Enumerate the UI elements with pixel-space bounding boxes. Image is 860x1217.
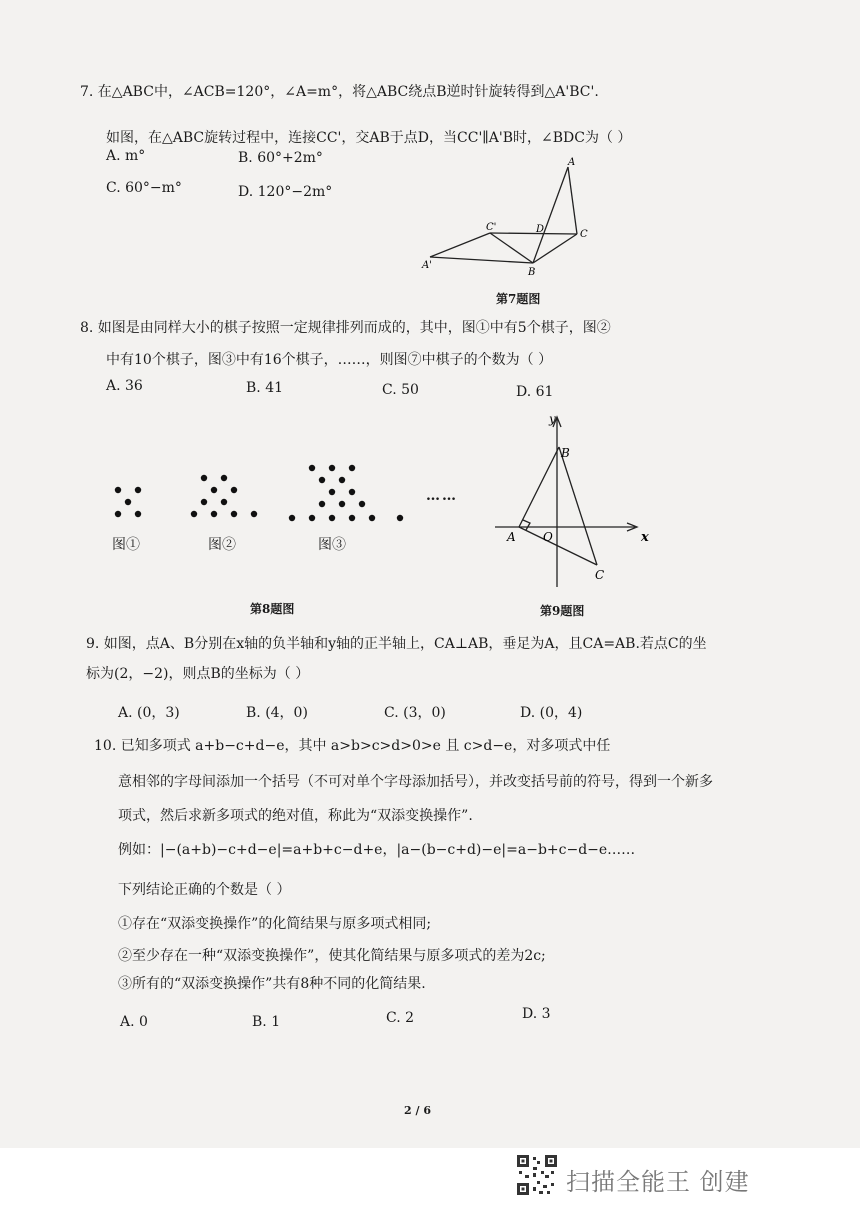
q8-fig1-label: 图① bbox=[112, 537, 140, 553]
segment-ApB bbox=[430, 257, 533, 263]
q7-option-b: B. 60°+2m° bbox=[238, 150, 323, 166]
q9-option-a: A. (0，3) bbox=[118, 705, 180, 721]
segment-AB bbox=[533, 167, 568, 263]
segment-ApCp bbox=[430, 233, 490, 257]
q9-option-d: D. (0，4) bbox=[520, 705, 583, 721]
segment-CB bbox=[533, 234, 577, 263]
label-x: x bbox=[641, 530, 649, 545]
segment-AC bbox=[568, 167, 577, 234]
q7-stem-line1: 7. 在△ABC中，∠ACB=120°，∠A=m°，将△ABC绕点B逆时针旋转得到△A'BC'. bbox=[80, 84, 599, 100]
q10-statement-1: ①存在“双添变换操作”的化简结果与原多项式相同; bbox=[118, 916, 432, 932]
q8-option-d: D. 61 bbox=[516, 384, 554, 400]
q10-option-b: B. 1 bbox=[252, 1014, 281, 1030]
label-Cprime: C' bbox=[486, 222, 497, 233]
q8-option-b: B. 41 bbox=[246, 380, 284, 396]
q10-statement-3: ③所有的“双添变换操作”共有8种不同的化简结果. bbox=[118, 976, 426, 992]
segment-CpB bbox=[490, 233, 533, 263]
q9-stem-line1: 9. 如图，点A、B分别在x轴的负半轴和y轴的正半轴上，CA⊥AB，垂足为A，且CA=AB.若点C的坐 bbox=[86, 636, 707, 652]
q7-option-c: C. 60°−m° bbox=[106, 180, 182, 196]
q8-option-c: C. 50 bbox=[382, 382, 419, 398]
q10-stem-line1: 10. 已知多项式 a+b−c+d−e，其中 a>b>c>d>0>e 且 c>d−e，对多项式中任 bbox=[94, 738, 611, 754]
q7-option-d: D. 120°−2m° bbox=[238, 184, 333, 200]
segment-AC bbox=[519, 527, 597, 565]
label-A: A bbox=[568, 157, 576, 168]
label-B: B bbox=[528, 267, 536, 278]
q10-example: 例如：|−(a+b)−c+d−e|=a+b+c−d+e，|a−(b−c+d)−e|=a−b+c−d−e…… bbox=[118, 842, 636, 858]
segment-BC bbox=[559, 447, 597, 565]
label-C: C bbox=[580, 229, 588, 240]
q10-option-d: D. 3 bbox=[522, 1006, 551, 1022]
q10-option-a: A. 0 bbox=[120, 1014, 148, 1030]
q9-option-b: B. (4，0) bbox=[246, 705, 308, 721]
label-y: y bbox=[549, 412, 556, 426]
q8-stem-line2: 中有10个棋子，图③中有16个棋子，……，则图⑦中棋子的个数为（ ） bbox=[106, 352, 553, 368]
label-B: B bbox=[561, 446, 570, 460]
q7-figure bbox=[420, 155, 610, 285]
q8-pattern-figure bbox=[100, 460, 480, 530]
q9-caption: 第9题图 bbox=[540, 604, 585, 618]
q8-ellipsis: …… bbox=[426, 488, 458, 504]
q10-stem-line2: 意相邻的字母间添加一个括号（不可对单个字母添加括号），并改变括号前的符号，得到一个新多 bbox=[118, 774, 713, 790]
page-number: 2 / 6 bbox=[404, 1104, 431, 1117]
q8-fig3-label: 图③ bbox=[318, 537, 346, 553]
q8-caption: 第8题图 bbox=[250, 602, 295, 616]
label-C: C bbox=[595, 568, 605, 582]
q10-statement-2: ②至少存在一种“双添变换操作”，使其化简结果与原多项式的差为2c; bbox=[118, 948, 546, 964]
q10-stem-line3: 项式，然后求新多项式的绝对值，称此为“双添变换操作”. bbox=[118, 808, 473, 824]
q9-stem-line2: 标为(2，−2)，则点B的坐标为（ ） bbox=[86, 666, 310, 682]
label-A: A bbox=[507, 530, 516, 544]
q10-prompt: 下列结论正确的个数是（ ） bbox=[118, 882, 291, 898]
q7-option-a: A. m° bbox=[106, 148, 146, 164]
qr-code-icon bbox=[515, 1153, 559, 1197]
segment-CpC bbox=[490, 233, 577, 234]
q8-option-a: A. 36 bbox=[106, 378, 143, 394]
q7-caption: 第7题图 bbox=[496, 292, 541, 306]
q10-option-c: C. 2 bbox=[386, 1010, 415, 1026]
q7-stem-line2: 如图，在△ABC旋转过程中，连接CC'，交AB于点D，当CC'∥A'B时，∠BDC为（ ） bbox=[106, 130, 632, 146]
q9-figure bbox=[485, 405, 660, 595]
label-Aprime: A' bbox=[422, 260, 432, 271]
label-D: D bbox=[536, 224, 545, 235]
segment-AB bbox=[519, 447, 559, 527]
scanner-watermark: 扫描全能王 创建 bbox=[566, 1168, 750, 1196]
q9-option-c: C. (3，0) bbox=[384, 705, 446, 721]
q8-stem-line1: 8. 如图是由同样大小的棋子按照一定规律排列而成的，其中，图①中有5个棋子，图② bbox=[80, 320, 611, 336]
right-angle-mark bbox=[523, 520, 530, 530]
q8-fig2-label: 图② bbox=[208, 537, 236, 553]
label-O: O bbox=[543, 530, 553, 544]
